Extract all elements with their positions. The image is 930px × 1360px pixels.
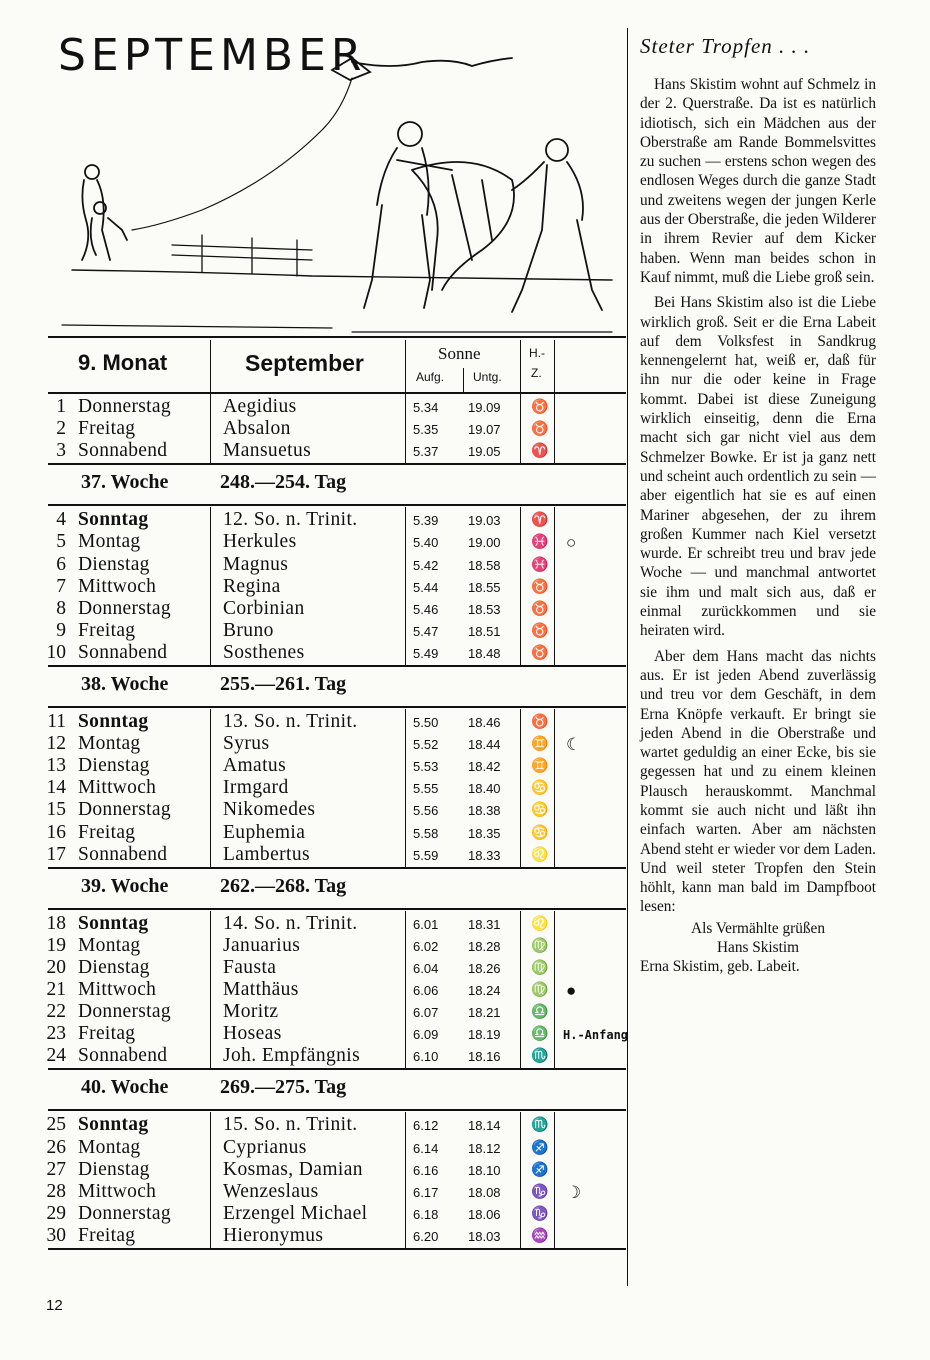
- column-rule: [520, 507, 521, 665]
- day-number: 28: [46, 1180, 66, 1202]
- calendar-row: [48, 599, 626, 621]
- name-day: Kosmas, Damian: [223, 1158, 363, 1180]
- calendar-row: [48, 510, 626, 532]
- sunset-time: 18.38: [468, 803, 501, 819]
- pisces-icon: ♓: [531, 557, 549, 573]
- libra-icon: ♎: [531, 1005, 549, 1021]
- sunset-time: 18.16: [468, 1049, 501, 1065]
- week-day-range: 255.—261. Tag: [220, 673, 347, 695]
- day-number: 29: [46, 1202, 66, 1224]
- taurus-icon: ♉: [531, 715, 549, 730]
- name-day: Moritz: [223, 1001, 279, 1023]
- sunrise-time: 5.47: [413, 623, 439, 639]
- taurus-icon: ♉: [531, 601, 549, 617]
- column-rule: [554, 911, 555, 1069]
- row-rule: [48, 463, 626, 465]
- calendar-row: [48, 936, 626, 958]
- sunset-time: 18.42: [468, 759, 501, 775]
- closing-line: Als Vermählte grüßen: [691, 919, 825, 937]
- weekday: Montag: [78, 934, 141, 956]
- name-day: Januarius: [223, 934, 301, 956]
- name-day: Herkules: [223, 531, 297, 553]
- sunset-time: 19.00: [468, 535, 501, 551]
- pisces-icon: ♓: [531, 535, 549, 551]
- month-number: 9. Monat: [78, 350, 168, 375]
- gemini-icon: ♊: [531, 759, 549, 775]
- name-day: Irmgard: [223, 777, 289, 799]
- sunset-time: 18.06: [468, 1206, 501, 1222]
- column-rule: [405, 507, 406, 665]
- calendar-row: [48, 1115, 626, 1137]
- calendar-row: [48, 712, 626, 734]
- story-paragraph: Aber dem Hans macht das nichts aus. Er ist jeden Abend zuverlässig und treu vor dem Geschäft, in dem Erna Knöpfe verkauft. Er bringt sie jeden Abend in die Oberstraße und wartet geduldig an einer Ecke, bis sie gegessen hat und zu einem kleinen Plausch herauskommt. Manchmal kommt sie auch nicht und läßt ihn einfach warten. Aber am nächsten Abend steht er wieder vor dem Laden. Und weil steter Tropfen den Stein höhlt, kann man bald im Dampfboot lesen:: [640, 647, 876, 916]
- sunset-time: 19.03: [468, 513, 501, 529]
- sun-column-header: Sonne: [438, 344, 481, 363]
- sunrise-time: 5.46: [413, 601, 439, 617]
- sunset-time: 18.21: [468, 1005, 501, 1021]
- sunset-time: 18.55: [468, 579, 501, 595]
- day-number: 4: [56, 509, 66, 531]
- sunrise-time: 5.50: [413, 715, 439, 730]
- sunset-time: 18.35: [468, 825, 501, 841]
- day-number: 17: [46, 843, 66, 865]
- calendar-row: [48, 823, 626, 845]
- day-number: 15: [46, 799, 66, 821]
- name-day: Euphemia: [223, 821, 306, 843]
- virgo-icon: ♍: [531, 983, 549, 998]
- week-day-range: 248.—254. Tag: [220, 471, 347, 494]
- gemini-icon: ♊: [531, 737, 549, 753]
- row-rule: [48, 1248, 626, 1250]
- day-number: 13: [46, 755, 66, 777]
- day-number: 1: [56, 396, 66, 417]
- page-title: SEPTEMBER: [58, 30, 367, 81]
- weekday: Montag: [78, 531, 141, 553]
- weekday: Montag: [78, 1136, 141, 1158]
- name-day: Corbinian: [223, 597, 305, 619]
- name-day: Aegidius: [223, 396, 297, 417]
- page-number: 12: [46, 1297, 63, 1314]
- calendar-row: [48, 441, 626, 463]
- weekday: Sonnabend: [78, 843, 168, 865]
- sunrise-time: 5.39: [413, 513, 439, 529]
- weekday: Sonntag: [78, 912, 149, 934]
- row-rule: [48, 1068, 626, 1070]
- sunrise-time: 5.58: [413, 825, 439, 841]
- column-divider: [627, 28, 628, 1286]
- name-day: Fausta: [223, 956, 277, 978]
- day-number: 25: [46, 1114, 66, 1136]
- weekday: Sonnabend: [78, 440, 168, 462]
- calendar-row: [48, 1226, 626, 1248]
- name-day: Cyprianus: [223, 1136, 307, 1158]
- day-number: 9: [56, 619, 66, 641]
- sunset-time: 19.09: [468, 400, 501, 415]
- name-day: Amatus: [223, 755, 287, 777]
- day-number: 8: [56, 597, 66, 619]
- sunset-time: 18.03: [468, 1228, 501, 1244]
- virgo-icon: ♍: [531, 938, 549, 954]
- name-day: Matthäus: [223, 979, 299, 1000]
- story-title: Steter Tropfen . . .: [640, 34, 811, 58]
- kite-icon: [332, 58, 370, 80]
- calendar-row: [48, 980, 626, 1002]
- name-day: Hoseas: [223, 1023, 282, 1045]
- sunrise-time: 6.16: [413, 1162, 439, 1178]
- day-number: 7: [56, 575, 66, 597]
- illustration-fishermen-kite: [52, 40, 622, 340]
- week-header: [48, 665, 626, 705]
- sunrise-header: Aufg.: [416, 370, 445, 384]
- column-rule: [210, 911, 211, 1069]
- column-rule: [405, 911, 406, 1069]
- aries-icon: ♈: [531, 513, 549, 529]
- name-day: Sosthenes: [223, 641, 305, 663]
- story-paragraph: Bei Hans Skistim also ist die Liebe wirklich groß. Seit er die Erna Labeit auf dem Volksfest in Sandkrug kennengelernt hat, weiß er, daß für ihn nur die oder keine in Frage kommt. Dabei ist diese Zuneigung wirklich einseitig, denn die Erna macht sich gar nicht viel aus dem Schmelzer Bowke. Er ist ja ganz nett und scheint auch ordentlich zu sein — aber eigentlich hat sie es auf einen Mariner abgesehen, der zu ihrem großen Kummer nach Kiel versetzt wurde. Er schreibt treu und brav jede Woche — und manchmal antwortet sie ihm und malt sich aus, daß er einmal zurückkommen und sie heiraten wird.: [640, 294, 876, 640]
- sunrise-time: 6.02: [413, 938, 439, 954]
- sunset-time: 18.24: [468, 983, 501, 998]
- weekday: Dienstag: [78, 956, 150, 978]
- weekday: Sonnabend: [78, 1045, 168, 1067]
- weekday: Freitag: [78, 418, 136, 440]
- column-rule: [520, 394, 521, 463]
- sunset-time: 18.58: [468, 557, 501, 573]
- month-name: September: [245, 350, 364, 376]
- sunrise-time: 5.34: [413, 400, 439, 415]
- weekday: Donnerstag: [78, 1202, 171, 1224]
- sunset-time: 18.40: [468, 781, 501, 797]
- name-day: 12. So. n. Trinit.: [223, 509, 358, 531]
- column-rule: [210, 1112, 211, 1248]
- weekday: Mittwoch: [78, 979, 157, 1000]
- name-day: Wenzeslaus: [223, 1180, 319, 1202]
- leo-icon: ♌: [531, 916, 549, 932]
- sunrise-time: 5.40: [413, 535, 439, 551]
- story-paragraph: Hans Skistim wohnt auf Schmelz in der 2. Querstraße. Da ist es natürlich idiotisch, sich ein Mädchen aus der Oberstraße am Rande Bommelsvittes zu suchen — erstens schon wegen des endlosen Weges durch die ganze Stadt und zweitens wegen der jungen Kerle aus der Oberstraße, die jeden Wilderer in ihrem Revier auf dem Kicker haben. Wenn man beides schon in Kauf nimmt, muß die Liebe groß sein.: [640, 76, 876, 286]
- week-day-range: 269.—275. Tag: [220, 1076, 347, 1099]
- weekday: Mittwoch: [78, 575, 157, 597]
- sunset-time: 18.48: [468, 645, 501, 661]
- week-header: [48, 463, 626, 503]
- column-rule: [405, 1112, 406, 1248]
- column-rule: [210, 507, 211, 665]
- libra-icon: ♎: [531, 1027, 549, 1043]
- column-rule: [405, 709, 406, 867]
- sunrise-time: 5.35: [413, 422, 439, 438]
- weekday: Donnerstag: [78, 597, 171, 619]
- calendar-row: [48, 845, 626, 867]
- calendar-row: [48, 577, 626, 599]
- sunrise-time: 5.49: [413, 645, 439, 661]
- sunset-time: 18.44: [468, 737, 501, 753]
- calendar-row: [48, 1182, 626, 1204]
- taurus-icon: ♉: [531, 422, 549, 438]
- weekday: Donnerstag: [78, 1001, 171, 1023]
- name-day: Absalon: [223, 418, 291, 440]
- scorpio-icon: ♏: [531, 1049, 549, 1065]
- taurus-icon: ♉: [531, 623, 549, 639]
- day-number: 19: [46, 934, 66, 956]
- name-day: 13. So. n. Trinit.: [223, 711, 358, 732]
- weekday: Sonntag: [78, 509, 149, 531]
- zodiac-header-line2: Z.: [531, 366, 542, 380]
- calendar-row: [48, 1160, 626, 1182]
- calendar-row: [48, 532, 626, 554]
- week-header: [48, 867, 626, 907]
- name-day: Bruno: [223, 619, 274, 641]
- weekday: Sonntag: [78, 711, 149, 732]
- taurus-icon: ♉: [531, 400, 549, 415]
- column-rule: [554, 394, 555, 463]
- sunset-time: 18.12: [468, 1140, 501, 1156]
- cancer-icon: ♋: [531, 825, 549, 841]
- row-rule: [48, 706, 626, 708]
- name-day: Nikomedes: [223, 799, 316, 821]
- sunset-time: 18.33: [468, 847, 501, 863]
- weekday: Freitag: [78, 821, 136, 843]
- calendar-row: [48, 756, 626, 778]
- column-rule: [405, 394, 406, 463]
- weekday: Sonntag: [78, 1114, 149, 1136]
- day-number: 6: [56, 553, 66, 575]
- weekday: Donnerstag: [78, 396, 171, 417]
- day-number: 30: [46, 1224, 66, 1246]
- sunrise-time: 6.17: [413, 1184, 439, 1200]
- new-moon-icon: ●: [566, 981, 577, 1000]
- name-day: Erzengel Michael: [223, 1202, 368, 1224]
- day-number: 16: [46, 821, 66, 843]
- sunrise-time: 5.42: [413, 557, 439, 573]
- calendar-row: [48, 800, 626, 822]
- column-rule: [554, 1112, 555, 1248]
- day-number: 11: [47, 711, 66, 732]
- day-number: 2: [56, 418, 66, 440]
- day-number: 23: [46, 1023, 66, 1045]
- row-rule: [48, 504, 626, 506]
- zodiac-header-line1: H.-: [529, 346, 545, 360]
- day-number: 14: [46, 777, 66, 799]
- taurus-icon: ♉: [531, 645, 549, 661]
- calendar-row: [48, 1002, 626, 1024]
- calendar-row: [48, 734, 626, 756]
- sunset-header: Untg.: [473, 370, 502, 384]
- calendar-row: [48, 419, 626, 441]
- sunrise-time: 5.52: [413, 737, 439, 753]
- weekday: Mittwoch: [78, 1180, 157, 1202]
- week-header: [48, 1068, 626, 1108]
- name-day: Regina: [223, 575, 281, 597]
- weekday: Mittwoch: [78, 777, 157, 799]
- column-rule: [520, 709, 521, 867]
- row-rule: [48, 665, 626, 667]
- leo-icon: ♌: [531, 847, 549, 863]
- row-rule: [48, 392, 626, 394]
- column-rule: [520, 1112, 521, 1248]
- name-day: 14. So. n. Trinit.: [223, 912, 358, 934]
- day-number: 10: [46, 641, 66, 663]
- story-text: [640, 75, 876, 977]
- calendar-row: [48, 778, 626, 800]
- row-rule: [48, 908, 626, 910]
- sunrise-time: 6.06: [413, 983, 439, 998]
- sagittarius-icon: ♐: [531, 1162, 549, 1178]
- sunrise-time: 6.12: [413, 1118, 439, 1134]
- week-number: 37. Woche: [81, 471, 169, 494]
- sunrise-time: 6.09: [413, 1027, 439, 1043]
- week-number: 40. Woche: [81, 1076, 169, 1099]
- sunset-time: 18.53: [468, 601, 501, 617]
- day-number: 3: [56, 440, 66, 462]
- sunrise-time: 6.01: [413, 916, 439, 932]
- calendar-row: [46, 1023, 629, 1046]
- column-rule: [520, 911, 521, 1069]
- day-number: 18: [46, 912, 66, 934]
- day-number: 27: [46, 1158, 66, 1180]
- sunset-time: 18.46: [468, 715, 501, 730]
- sunrise-time: 6.18: [413, 1206, 439, 1222]
- aquarius-icon: ♒: [531, 1228, 549, 1244]
- week-number: 39. Woche: [81, 874, 169, 897]
- sagittarius-icon: ♐: [531, 1140, 549, 1156]
- capricorn-icon: ♑: [531, 1184, 549, 1200]
- week-number: 38. Woche: [81, 673, 169, 695]
- calendar-row: [48, 1046, 626, 1068]
- calendar-row: [48, 621, 626, 643]
- day-number: 12: [46, 733, 66, 755]
- column-rule: [210, 709, 211, 867]
- calendar-row: [48, 914, 626, 936]
- full-moon-icon: ○: [566, 533, 577, 553]
- row-rule: [48, 867, 626, 869]
- scorpio-icon: ♏: [531, 1118, 549, 1134]
- name-day: Joh. Empfängnis: [223, 1045, 361, 1067]
- sunrise-time: 5.53: [413, 759, 439, 775]
- weekday: Freitag: [78, 1023, 136, 1045]
- calendar-row: [48, 643, 626, 665]
- name-day: Hieronymus: [223, 1224, 324, 1246]
- sunrise-time: 6.20: [413, 1228, 439, 1244]
- aries-icon: ♈: [531, 444, 549, 460]
- day-number: 20: [46, 956, 66, 978]
- cancer-icon: ♋: [531, 803, 549, 819]
- calendar-row: [48, 397, 626, 419]
- day-number: 22: [46, 1001, 66, 1023]
- sunset-time: 18.19: [468, 1027, 501, 1043]
- name-day: Lambertus: [223, 843, 310, 865]
- name-day: Magnus: [223, 553, 289, 575]
- first-quarter-icon: ☽: [566, 1182, 582, 1202]
- sunset-time: 18.26: [468, 960, 501, 976]
- capricorn-icon: ♑: [531, 1206, 549, 1222]
- sunrise-time: 6.04: [413, 960, 439, 976]
- name-day: Mansuetus: [223, 440, 312, 462]
- sunset-time: 18.10: [468, 1162, 501, 1178]
- virgo-icon: ♍: [531, 960, 549, 976]
- sunrise-time: 5.44: [413, 579, 439, 595]
- calendar-row: [48, 555, 626, 577]
- closing-line: Hans Skistim: [716, 939, 800, 957]
- sunrise-time: 6.10: [413, 1049, 439, 1065]
- sunset-time: 18.31: [468, 916, 501, 932]
- sunrise-time: 5.37: [413, 444, 439, 460]
- sunset-time: 19.07: [468, 422, 501, 438]
- weekday: Donnerstag: [78, 799, 171, 821]
- sunrise-time: 5.56: [413, 803, 439, 819]
- weekday: Dienstag: [78, 755, 150, 777]
- sunset-time: 18.51: [468, 623, 501, 639]
- sunrise-time: 5.55: [413, 781, 439, 797]
- column-rule: [210, 394, 211, 463]
- sunset-time: 18.14: [468, 1118, 501, 1134]
- column-rule: [554, 709, 555, 867]
- column-rule: [554, 507, 555, 665]
- name-day: 15. So. n. Trinit.: [223, 1114, 358, 1136]
- week-day-range: 262.—268. Tag: [220, 874, 347, 897]
- sunrise-time: 6.07: [413, 1005, 439, 1021]
- cancer-icon: ♋: [531, 781, 549, 797]
- sunset-time: 19.05: [468, 444, 501, 460]
- calendar-row: [48, 958, 626, 980]
- calendar-row: [48, 1138, 626, 1160]
- name-day: Syrus: [223, 733, 270, 755]
- day-number: 21: [46, 979, 66, 1000]
- weekday: Dienstag: [78, 553, 150, 575]
- last-quarter-icon: ☾: [566, 735, 582, 755]
- weekday: Montag: [78, 733, 141, 755]
- day-number: 5: [56, 531, 66, 553]
- calendar-header: [48, 336, 626, 394]
- day-number: 26: [46, 1136, 66, 1158]
- weekday: Dienstag: [78, 1158, 150, 1180]
- weekday: Freitag: [78, 1224, 136, 1246]
- weekday: Sonnabend: [78, 641, 168, 663]
- weekday: Freitag: [78, 619, 136, 641]
- season-note: H.-Anfang: [563, 1028, 629, 1043]
- calendar-table: [46, 336, 629, 1246]
- day-number: 24: [46, 1045, 66, 1067]
- sunset-time: 18.08: [468, 1184, 501, 1200]
- sunrise-time: 6.14: [413, 1140, 439, 1156]
- sunset-time: 18.28: [468, 938, 501, 954]
- calendar-row: [48, 1204, 626, 1226]
- sunrise-time: 5.59: [413, 847, 439, 863]
- closing-line: Erna Skistim, geb. Labeit.: [640, 958, 800, 976]
- row-rule: [48, 1109, 626, 1111]
- taurus-icon: ♉: [531, 579, 549, 595]
